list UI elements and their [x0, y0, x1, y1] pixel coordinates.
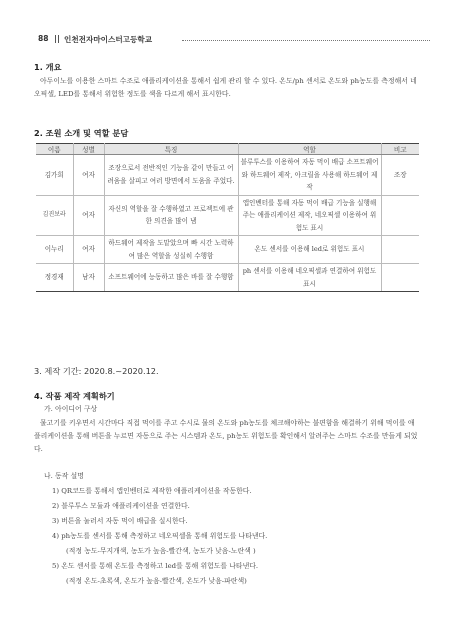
member-note — [381, 195, 419, 236]
member-name: 정경재 — [36, 264, 73, 292]
member-role: 블루투스를 이용하여 자동 먹이 배급 소프트웨어와 하드웨어 제작, 아크릴을 사용해 하드웨어 제작 — [238, 155, 381, 196]
member-name: 김가희 — [36, 155, 73, 196]
step-item: 1) QR코드를 통해서 앱인벤터로 제작한 애플리케이션을 작동한다. — [52, 487, 252, 495]
member-name: 이누리 — [36, 236, 73, 264]
section1-body: 아두이노를 이용한 스마트 수조로 애플리케이션을 통해서 쉽게 관리 할 수 있다. 온도/ph 센서로 온도와 ph농도를 측정해서 네오픽셀, LED를 통해서 위험한 정도를 색을 다르게 해서 표시한다. — [34, 77, 417, 98]
column-header: 이름 — [36, 144, 73, 155]
member-note: 조장 — [381, 155, 419, 196]
step-item: 4) ph농도를 센서를 통해 측정하고 네오픽셀을 통해 위험도를 나타낸다. — [52, 532, 268, 540]
idea-body: 물고기를 키우면서 시간마다 직접 먹이를 주고 수시로 물의 온도와 ph농도를 체크해야하는 불편함을 해결하기 위해 먹이를 애플리케이션을 통해 버튼을 누르면 자동으로 주는 시스템과 온도, ph농도 위험도를 확인해서 알려주는 스마트 수조를 만들게 되었다. — [34, 419, 418, 453]
member-note — [381, 264, 419, 292]
step-item: 3) 버튼을 눌러서 자동 먹이 배급을 실시한다. — [52, 517, 188, 525]
step-note: (적정 농도-무지개색, 농도가 높음-빨간색, 농도가 낮음-노란색 ) — [66, 547, 256, 555]
table-row — [36, 264, 419, 292]
member-role: 앱인벤터를 통해 자동 먹이 배급 기능을 실행해주는 애플리케이션 제작, 네오픽셀 이용하여 위험도 표시 — [238, 195, 381, 236]
member-gender: 여자 — [73, 236, 104, 264]
member-role: 온도 센서를 이용해 led로 위험도 표시 — [238, 236, 381, 264]
page-number: 88 — [38, 34, 49, 43]
member-gender: 여자 — [73, 195, 104, 236]
member-role: ph 센서를 이용해 네오픽셀과 연결하여 위험도 표시 — [238, 264, 381, 292]
running-header — [38, 34, 430, 46]
section1-heading: 1. 개요 — [34, 62, 62, 72]
header-title: 인천전자마이스터고등학교 — [64, 35, 153, 44]
member-trait: 하드웨어 제작을 도맡았으며 빠 시간 노력하여 많은 역할을 성실히 수행함 — [104, 236, 238, 264]
table-row — [36, 236, 419, 264]
roles-table — [36, 143, 419, 292]
function-heading: 나. 동작 설명 — [44, 472, 84, 480]
section3-period: 3. 제작 기간: 2020.8.~2020.12. — [34, 366, 159, 376]
section2-heading: 2. 조원 소개 및 역할 분담 — [34, 128, 129, 138]
step-note: (적정 온도-초록색, 온도가 높음-빨간색, 온도가 낮음-파란색) — [66, 577, 247, 585]
table-header-row — [36, 144, 419, 155]
idea-heading: 가. 아이디어 구상 — [44, 405, 98, 413]
header-divider — [58, 35, 59, 43]
member-gender: 여자 — [73, 155, 104, 196]
member-trait: 조장으로서 전반적인 기능을 같이 만들고 어려움을 살피고 여러 방면에서 도움을 주었다. — [104, 155, 238, 196]
header-dotted-rule — [182, 40, 430, 41]
member-note — [381, 236, 419, 264]
column-header: 비고 — [381, 144, 419, 155]
member-name: 김진보라 — [36, 195, 73, 236]
section4-heading: 4. 작품 제작 계획하기 — [34, 391, 115, 401]
member-trait: 소프트웨어에 능동하고 많은 바를 잘 수행함 — [104, 264, 238, 292]
column-header: 역할 — [238, 144, 381, 155]
column-header: 특징 — [104, 144, 238, 155]
column-header: 성별 — [73, 144, 104, 155]
table-row — [36, 155, 419, 196]
step-item: 5) 온도 센서를 통해 온도를 측정하고 led를 통해 위험도를 나타낸다. — [52, 562, 259, 570]
step-item: 2) 블루투스 모듈과 애플리케이션을 연결한다. — [52, 502, 190, 510]
member-trait: 자신의 역할을 잘 수행하였고 프로젝트에 관한 의견을 많이 냄 — [104, 195, 238, 236]
member-gender: 남자 — [73, 264, 104, 292]
table-row — [36, 195, 419, 236]
header-divider — [55, 35, 56, 43]
